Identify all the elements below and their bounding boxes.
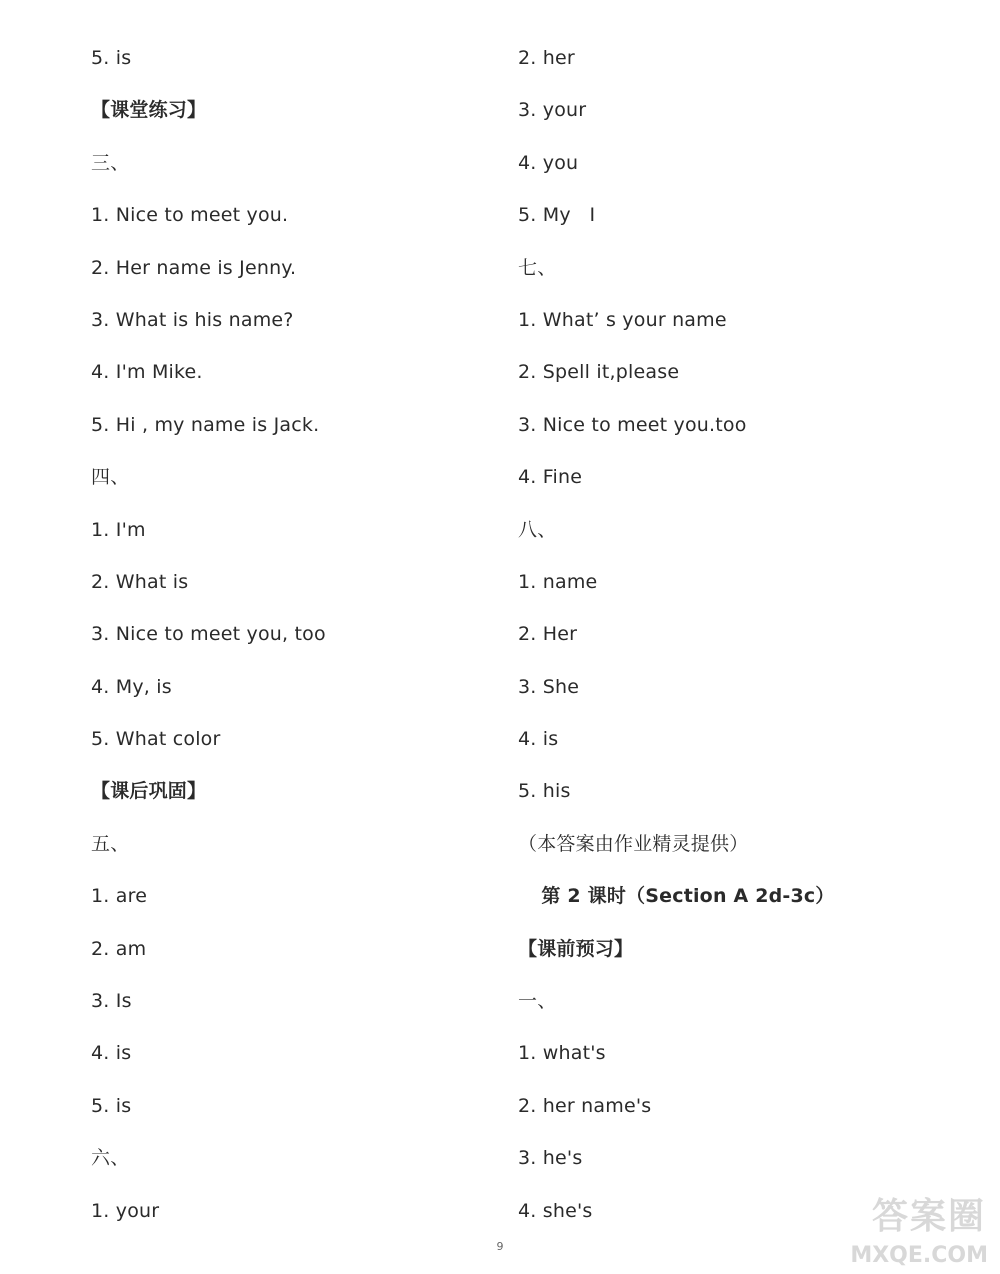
answer-line: 5. Hi , my name is Jack. (91, 413, 320, 436)
answer-line: 4. you (518, 151, 579, 174)
left-column (91, 38, 491, 1243)
answer-line: 2. am (91, 937, 147, 960)
answer-line: 2. Her (518, 623, 578, 646)
answer-line: 3. Nice to meet you.too (518, 413, 747, 436)
answer-line: 2. her name's (518, 1094, 652, 1117)
section-heading: 【课后巩固】 (91, 780, 207, 803)
answer-line: 2. Her name is Jenny. (91, 256, 297, 279)
answer-line: 1. I'm (91, 518, 146, 541)
answer-line: 1. what's (518, 1042, 606, 1065)
answer-line: 3. She (518, 675, 580, 698)
answer-line: 3. Nice to meet you, too (91, 623, 326, 646)
answer-line: 4. she's (518, 1199, 593, 1222)
answer-line: 2. What is (91, 570, 189, 593)
watermark-bottom-text: MXQE.COM (850, 1243, 988, 1268)
answer-line: 3. What is his name? (91, 308, 294, 331)
answer-line: 5. is (91, 47, 132, 69)
right-column (518, 38, 938, 1243)
answer-line: 4. is (518, 728, 559, 751)
answer-line: 4. Fine (518, 466, 583, 489)
answer-line: 3. your (518, 99, 587, 122)
exercise-number: 六、 (91, 1147, 130, 1170)
answer-line: 5. My I (518, 204, 596, 227)
answer-line: 1. name (518, 570, 598, 593)
answer-line: 1. What’ s your name (518, 308, 727, 331)
answer-line: 4. is (91, 1042, 132, 1065)
exercise-number: 一、 (518, 990, 557, 1013)
answer-line: 1. your (91, 1199, 160, 1222)
exercise-number: 八、 (518, 518, 557, 541)
answer-line: 5. is (91, 1094, 132, 1117)
answer-line: 1. Nice to meet you. (91, 204, 289, 227)
exercise-number: 五、 (91, 832, 130, 855)
section-heading: 【课堂练习】 (91, 99, 207, 122)
answer-line: 5. What color (91, 728, 221, 751)
watermark-logo (850, 1188, 990, 1268)
answer-line: 5. his (518, 780, 571, 803)
answer-line: 4. My, is (91, 675, 172, 698)
answer-line: 4. I'm Mike. (91, 361, 203, 384)
answer-line: 3. Is (91, 990, 132, 1013)
watermark-top-text: 答案圈 (871, 1196, 986, 1237)
section-heading: 【课前预习】 (518, 937, 634, 960)
answer-line: 1. are (91, 885, 148, 908)
exercise-number: 四、 (91, 466, 130, 489)
answer-line: 2. her (518, 47, 575, 69)
lesson-title: 第 2 课时（Section A 2d-3c） (541, 885, 835, 908)
answer-line: 2. Spell it,please (518, 361, 680, 384)
answer-line: 3. he's (518, 1147, 583, 1170)
exercise-number: 七、 (518, 256, 557, 279)
page-number: 9 (496, 1240, 504, 1253)
source-note: （本答案由作业精灵提供） (518, 832, 749, 855)
exercise-number: 三、 (91, 151, 130, 174)
